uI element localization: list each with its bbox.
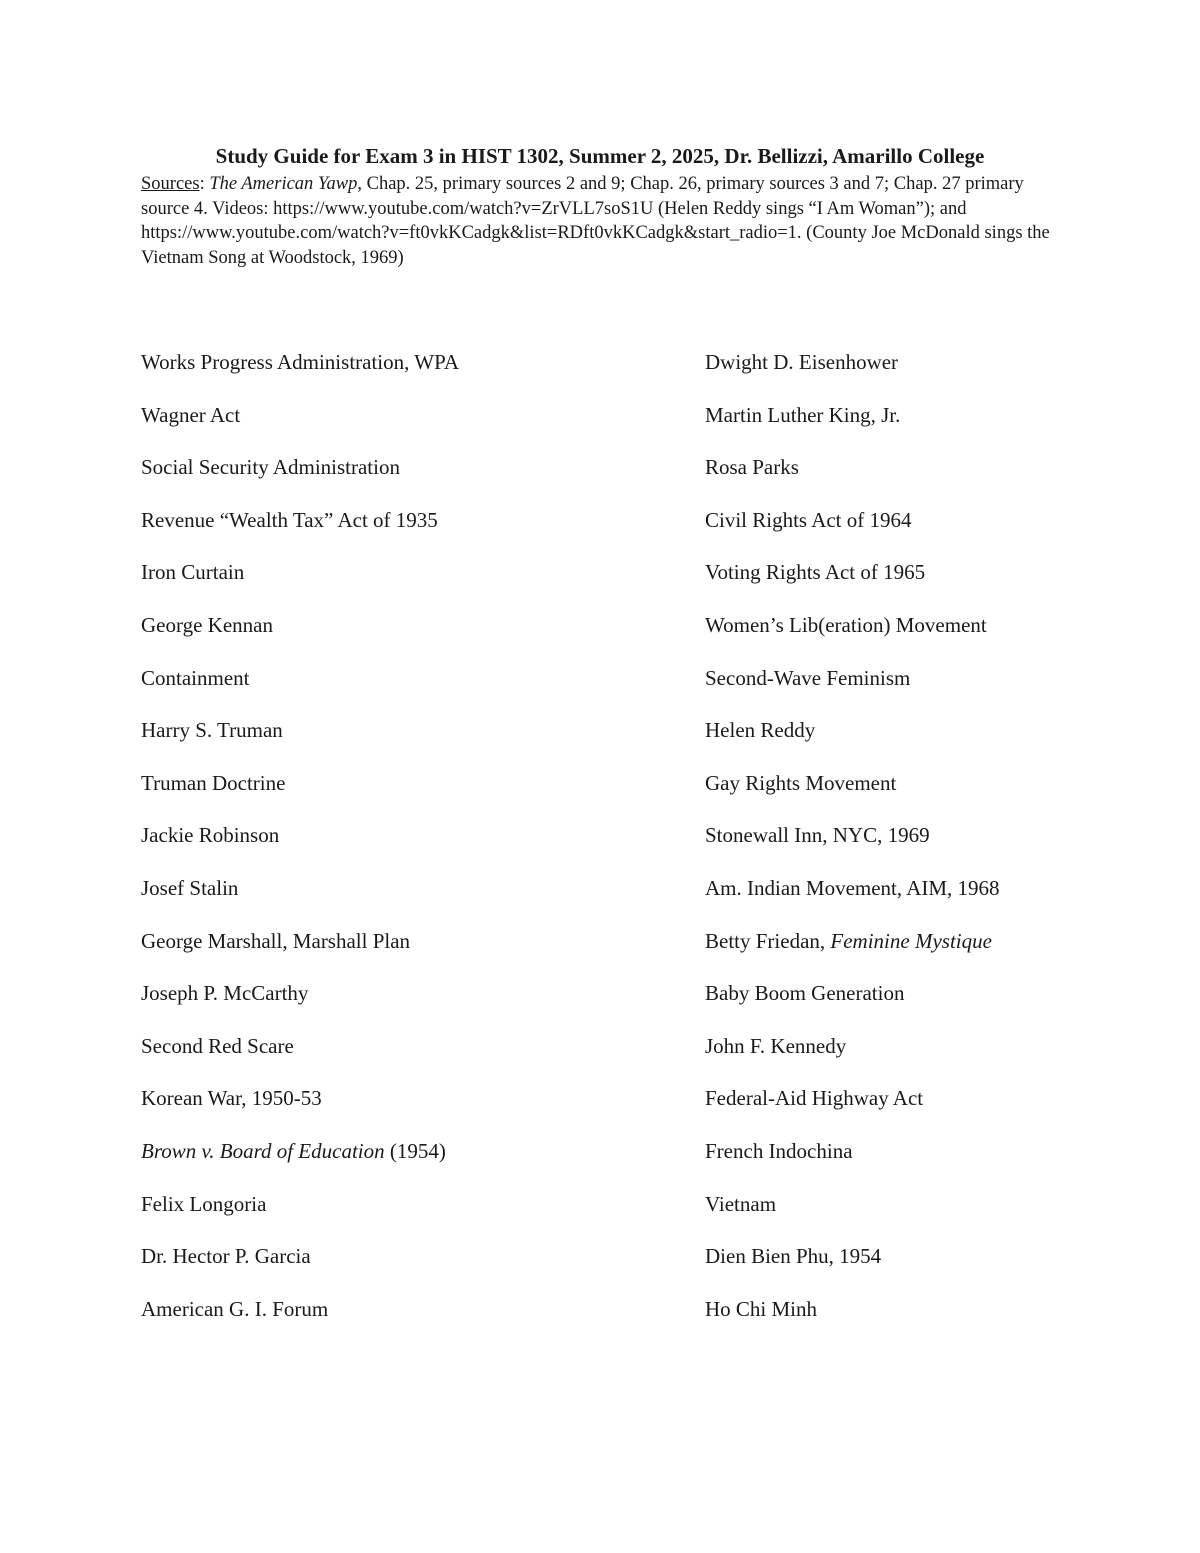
sources-text: , Chap. 25, primary sources 2 and 9; Chap. 26, primary sources 3 and 7; Chap. 27 primary source 4. Videos: https://www.youtube.com/watch?v=ZrVLL7soS1U (Helen Reddy sings “I Am Woman”); and https://www.youtube.com/watch?v=ft0vkKCadgk&list=RDft0vkKCadgk&start_radio=1. (County Joe McDonald sings the Vietnam Song at Woodstock, 1969) (141, 174, 1050, 268)
term-item: Civil Rights Act of 1964 (705, 507, 912, 532)
term-item: Federal-Aid Highway Act (705, 1086, 924, 1111)
right-term-column (705, 348, 1165, 1347)
sources-paragraph (141, 172, 1056, 270)
term-text: Betty Friedan, (705, 928, 831, 953)
term-item: Iron Curtain (141, 560, 245, 585)
term-item: Rosa Parks (705, 455, 799, 480)
term-item: Helen Reddy (705, 718, 816, 743)
term-italic-text: Brown v. Board of Education (141, 1138, 385, 1163)
term-item (141, 1137, 681, 1190)
term-text-suffix: (1954) (384, 1138, 446, 1163)
term-item: Baby Boom Generation (705, 981, 905, 1006)
term-item: Vietnam (705, 1191, 777, 1216)
term-item: Truman Doctrine (141, 770, 286, 795)
term-item: Martin Luther King, Jr. (705, 402, 901, 427)
term-item (705, 927, 1165, 980)
page-title: Study Guide for Exam 3 in HIST 1302, Summer 2, 2025, Dr. Bellizzi, Amarillo College (215, 144, 985, 168)
term-item: Wagner Act (141, 402, 241, 427)
term-item: Containment (141, 665, 250, 690)
term-item: Second-Wave Feminism (705, 665, 911, 690)
term-item: Josef Stalin (141, 875, 239, 900)
term-item: Am. Indian Movement, AIM, 1968 (705, 875, 1000, 900)
term-item: Dwight D. Eisenhower (705, 350, 899, 374)
term-item: Stonewall Inn, NYC, 1969 (705, 823, 930, 848)
term-item: Women’s Lib(eration) Movement (705, 612, 987, 637)
term-italic-text: Feminine Mystique (830, 928, 992, 953)
term-item: John F. Kennedy (705, 1033, 847, 1058)
sources-label: Sources (141, 174, 200, 194)
term-item: French Indochina (705, 1138, 853, 1163)
term-item: American G. I. Forum (141, 1296, 329, 1321)
term-item: Dr. Hector P. Garcia (141, 1244, 311, 1269)
term-item: George Kennan (141, 612, 273, 637)
sources-book-title: The American Yawp (209, 174, 358, 194)
term-item: Gay Rights Movement (705, 770, 897, 795)
term-item: George Marshall, Marshall Plan (141, 928, 411, 953)
term-item: Harry S. Truman (141, 718, 283, 743)
term-item: Jackie Robinson (141, 823, 280, 848)
left-term-column (141, 348, 681, 1347)
term-item: Revenue “Wealth Tax” Act of 1935 (141, 507, 438, 532)
term-item: Social Security Administration (141, 455, 400, 480)
term-item: Second Red Scare (141, 1033, 294, 1058)
term-item: Korean War, 1950-53 (141, 1086, 322, 1111)
term-item: Voting Rights Act of 1965 (705, 560, 926, 585)
term-item: Works Progress Administration, WPA (141, 350, 459, 374)
term-item: Felix Longoria (141, 1191, 267, 1216)
sources-colon: : (199, 174, 210, 194)
term-item: Joseph P. McCarthy (141, 981, 309, 1006)
term-item: Dien Bien Phu, 1954 (705, 1244, 882, 1269)
term-item: Ho Chi Minh (705, 1296, 818, 1321)
